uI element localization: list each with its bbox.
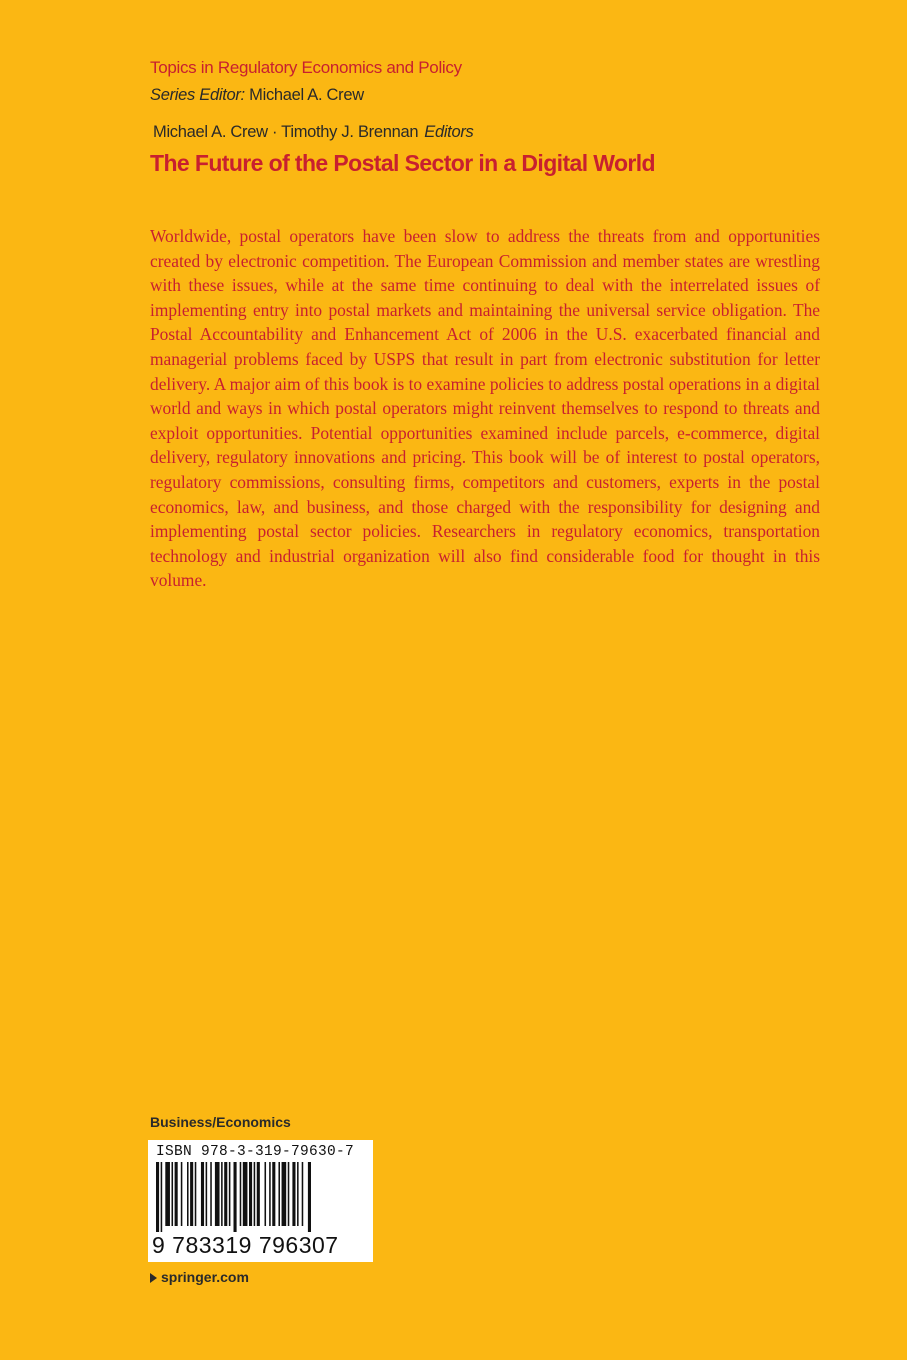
editors-label: Editors — [424, 123, 474, 141]
publisher-link[interactable] — [150, 1269, 249, 1285]
barcode-bar — [190, 1162, 193, 1226]
barcode-bars — [156, 1162, 366, 1232]
isbn-number: ISBN 978-3-319-79630-7 — [156, 1144, 355, 1160]
barcode-bar — [288, 1162, 290, 1226]
barcode-bar — [215, 1162, 220, 1226]
barcode-bar — [221, 1162, 223, 1226]
isbn-barcode — [148, 1140, 373, 1262]
barcode-bar — [234, 1162, 237, 1232]
subject-category: Business/Economics — [150, 1114, 291, 1130]
ean-digits: 9 783319 796307 — [152, 1232, 339, 1258]
book-editors — [153, 123, 474, 142]
barcode-bar — [240, 1162, 242, 1226]
barcode-bar — [297, 1162, 299, 1226]
barcode-bar — [181, 1162, 183, 1226]
editor-names: Michael A. Crew · Timothy J. Brennan — [153, 123, 419, 141]
book-title: The Future of the Postal Sector in a Digital World — [150, 150, 656, 176]
barcode-bar — [243, 1162, 248, 1226]
book-description: Worldwide, postal operators have been slow to address the threats from and opportunities created by electronic competition. The European Commission and member states are wrestling with these issues, while at the same time continuing to deal with the interrelated issues of implementing entry into postal markets and maintaining the universal service obligation. The Postal Accountability and Enhancement Act of 2006 in the U.S. exacerbated financial and managerial problems faced by USPS that result in part from electronic substitution for letter delivery. A major aim of this book is to examine policies to address postal operations in a digital world and ways in which postal operators might reinvent themselves to respond to threats and exploit opportunities. Potential opportunities examined include parcels, e-commerce, digital delivery, regulatory innovations and pricing. This book will be of interest to postal operators, regulatory commissions, consulting firms, competitors and customers, experts in the postal economics, law, and business, and those charged with the responsibility for designing and implementing postal sector policies. Researchers in regulatory economics, transportation technology and industrial organization will also find considerable food for thought in this volume. — [150, 226, 820, 591]
barcode-bar — [156, 1162, 159, 1232]
barcode-bar — [165, 1162, 170, 1226]
barcode-bar — [187, 1162, 189, 1226]
barcode-bar — [278, 1162, 280, 1226]
barcode-bar — [249, 1162, 252, 1226]
series-editor-name: Michael A. Crew — [249, 86, 364, 104]
barcode-bar — [302, 1162, 304, 1226]
barcode-bar — [161, 1162, 163, 1232]
series-title: Topics in Regulatory Economics and Policy — [150, 58, 462, 77]
barcode-bar — [308, 1162, 311, 1232]
barcode-bar — [201, 1162, 204, 1226]
barcode-bar — [257, 1162, 260, 1226]
barcode-bar — [224, 1162, 227, 1226]
series-editor — [150, 86, 364, 105]
barcode-bar — [210, 1162, 212, 1226]
barcode-bar — [206, 1162, 208, 1226]
barcode-bar — [175, 1162, 178, 1226]
barcode-bar — [195, 1162, 197, 1226]
publisher-url: springer.com — [161, 1269, 249, 1285]
barcode-bar — [269, 1162, 271, 1226]
barcode-bar — [229, 1162, 231, 1226]
barcode-bar — [254, 1162, 256, 1226]
barcode-bar — [172, 1162, 174, 1226]
barcode-bar — [265, 1162, 267, 1226]
arrow-right-icon — [150, 1273, 157, 1283]
barcode-bar — [292, 1162, 295, 1226]
barcode-bar — [272, 1162, 275, 1226]
series-editor-label: Series Editor: — [150, 86, 245, 104]
barcode-bar — [282, 1162, 287, 1226]
